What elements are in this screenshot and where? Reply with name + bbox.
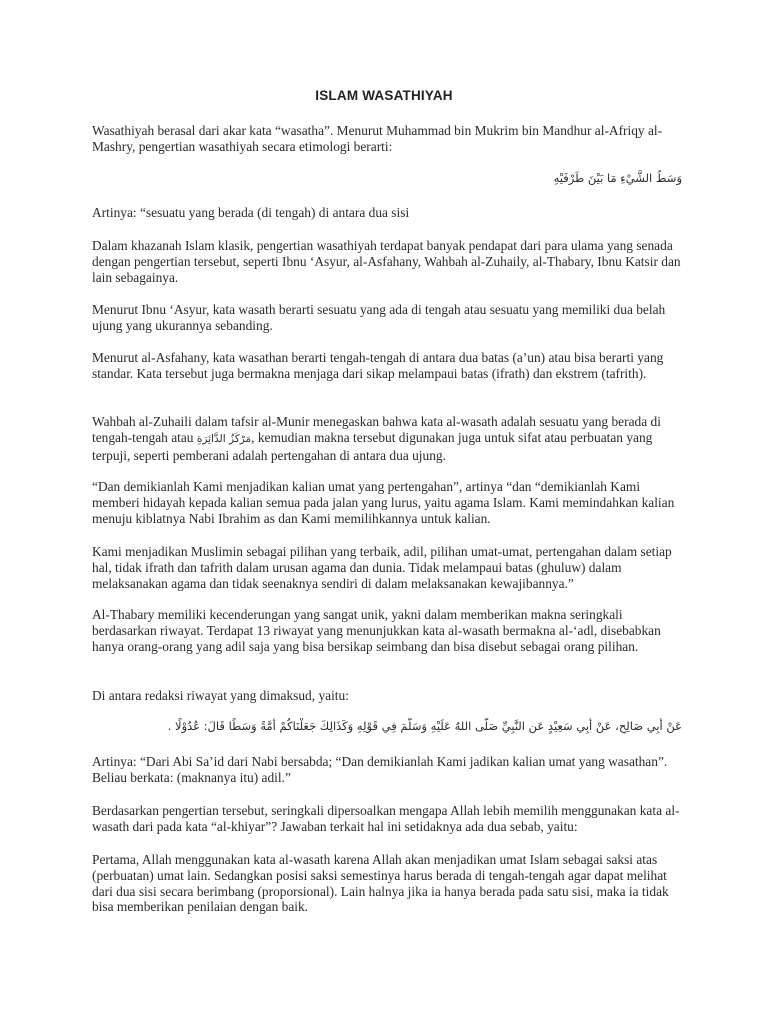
- paragraph-why-al-wasath: Berdasarkan pengertian tersebut, seringkali dipersoalkan mengapa Allah lebih memilih menggunakan kata al-wasath dari pada kata “al-khiyar”? Jawaban terkait hal ini setidaknya ada dua sebab, yaitu:: [92, 803, 680, 834]
- paragraph-first-reason: Pertama, Allah menggunakan kata al-wasath karena Allah akan menjadikan umat Islam sebagai saksi atas (perbuatan) umat lain. Sedangkan posisi saksi semestinya harus berada di tengah-tengah agar dapat melihat dari dua sisi secara berimbang (proporsional). Lain halnya jika ia hanya berada pada satu sisi, maka ia tidak bisa memberikan penilaian dengan baik.: [92, 852, 669, 915]
- paragraph-al-asfahany: Menurut al-Asfahany, kata wasathan berarti tengah-tengah di antara dua batas (a’un) atau bisa berarti yang standar. Kata tersebut juga bermakna menjaga dari sikap melampaui batas (ifrath) dan ekstrem (tafrith).: [92, 350, 664, 381]
- paragraph-etymology: Wasathiyah berasal dari akar kata “wasatha”. Menurut Muhammad bin Mukrim bin Mandhur al-Afriqy al-Mashry, pengertian wasathiyah secara etimologi berarti:: [92, 123, 663, 154]
- paragraph-abi-said: Artinya: “Dari Abi Sa’id dari Nabi bersabda; “Dan demikianlah Kami jadikan kalian umat yang wasathan”. Beliau berkata: (maknanya itu) adil.”: [92, 754, 668, 785]
- wahbah-text-before: Wahbah al-Zuhaili dalam tafsir al-Munir menegaskan bahwa kata al-wasath adalah sesuatu yang berada di tengah-tengah atau: [92, 414, 661, 445]
- paragraph-al-thabary: Al-Thabary memiliki kecenderungan yang sangat unik, yakni dalam memberikan makna seringkali berdasarkan riwayat. Terdapat 13 riwayat yang menunjukkan kata al-wasath bermakna al-‘adl, disebabkan hanya orang-orang yang adil saja yang bisa bersikap seimbang dan bisa disebut sebagai orang pilihan.: [92, 607, 661, 654]
- paragraph-wahbah-zuhaili: [92, 414, 682, 463]
- arabic-center-of-circle: مَرْكَزُ الدَّائِرَةِ: [196, 432, 252, 445]
- wahbah-text-after: , kemudian makna tersebut digunakan juga untuk sifat atau perbuatan yang terpuji, seperti pemberani adalah pertengahan di antara dua ujung.: [92, 429, 653, 463]
- document-title: ISLAM WASATHIYAH: [315, 88, 453, 103]
- paragraph-meaning: Artinya: “sesuatu yang berada (di tengah) di antara dua sisi: [92, 205, 410, 220]
- paragraph-classical-views: Dalam khazanah Islam klasik, pengertian wasathiyah terdapat banyak pendapat dari para ulama yang senada dengan pengertian tersebut, seperti Ibnu ‘Asyur, al-Asfahany, Wahbah al-Zuhaily, al-Thabary, Ibnu Katsir dan lain sebagainya.: [92, 238, 681, 285]
- paragraph-muslimin-chosen: Kami menjadikan Muslimin sebagai pilihan yang terbaik, adil, pilihan umat-umat, pertengahan dalam setiap hal, tidak ifrath dan tafrith dalam urusan agama dan dunia. Tidak melampaui batas (ghuluw) dalam melaksanakan agama dan tidak seenaknya sendiri di dalam melaksanakan kewajibannya.”: [92, 544, 672, 591]
- paragraph-quran-meaning: “Dan demikianlah Kami menjadikan kalian umat yang pertengahan”, artinya “dan “demikianlah Kami memberi hidayah kepada kalian semua pada jalan yang lurus, yaitu agama Islam. Kami memindahkan kalian menuju kiblatnya Nabi Ibrahim as dan Kami memilihkannya untuk kalian.: [92, 479, 675, 526]
- arabic-riwayat: عَنْ أَبِي صَالِحٍ، عَنْ أَبِي سَعِيْدٍ عَنِ النَّبِيِّ صَلَّى اللهُ عَلَيْهِ وَسَلَّمَ فِي قَوْلِهِ وَكَذَالِكَ جَعَلْنَاكُمْ أُمَّةً وَسَطًا قَالَ: عُدُوْلًا .: [167, 719, 682, 733]
- arabic-definition: وَسَطُ الشَّيْءِ مَا بَيْنَ طَرْفَيْهِ: [553, 171, 682, 185]
- paragraph-riwayat-intro: Di antara redaksi riwayat yang dimaksud, yaitu:: [92, 688, 349, 703]
- paragraph-ibnu-asyur: Menurut Ibnu ‘Asyur, kata wasath berarti sesuatu yang ada di tengah atau sesuatu yang memiliki dua belah ujung yang ukurannya sebanding.: [92, 302, 666, 333]
